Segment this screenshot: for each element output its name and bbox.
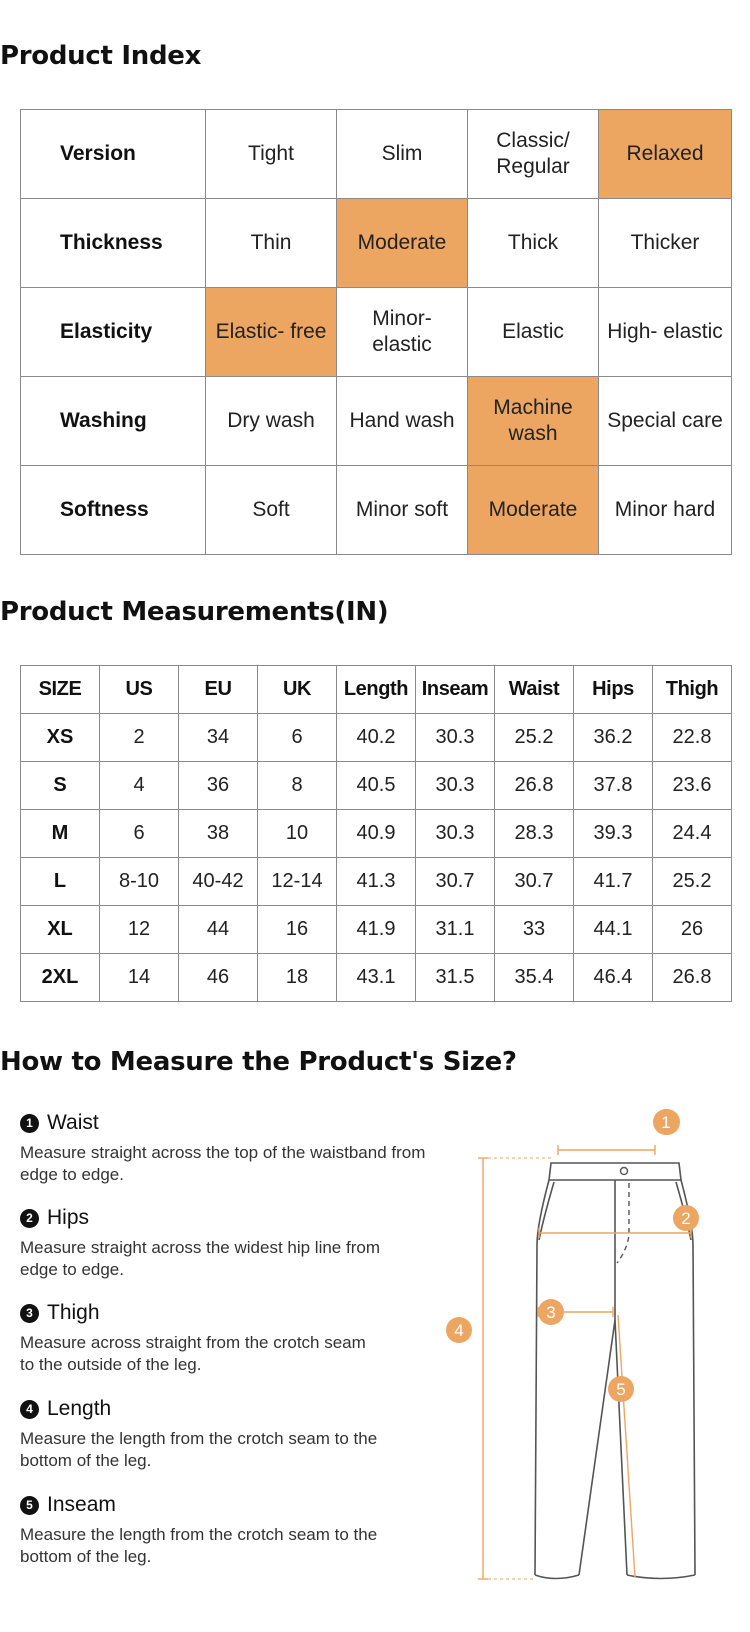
measurement-cell: 12 xyxy=(100,906,179,954)
measurement-cell: 37.8 xyxy=(574,762,653,810)
column-header-thigh: Thigh xyxy=(653,666,732,714)
measurement-cell: 41.7 xyxy=(574,858,653,906)
measurement-cell: 43.1 xyxy=(337,954,416,1002)
index-row-thickness xyxy=(21,199,732,288)
index-row-label: Washing xyxy=(21,377,206,466)
measurement-cell: 44 xyxy=(179,906,258,954)
index-row-label: Version xyxy=(21,110,206,199)
size-label: XS xyxy=(21,714,100,762)
measure-item-description: Measure straight across the top of the waistband from edge to edge. xyxy=(20,1143,426,1184)
measurement-cell: 2 xyxy=(100,714,179,762)
size-row xyxy=(21,810,732,858)
measurement-cell: 36 xyxy=(179,762,258,810)
index-option: Thick xyxy=(468,199,599,288)
measurement-cell: 30.3 xyxy=(416,714,495,762)
product-index-table xyxy=(20,109,732,555)
measurement-cell: 25.2 xyxy=(495,714,574,762)
index-option: Elastic xyxy=(468,288,599,377)
size-row xyxy=(21,954,732,1002)
index-option-selected: Moderate xyxy=(468,466,599,555)
index-option: Thin xyxy=(206,199,337,288)
index-option: Slim xyxy=(337,110,468,199)
measurement-cell: 18 xyxy=(258,954,337,1002)
measurement-cell: 26.8 xyxy=(495,762,574,810)
measurement-cell: 8-10 xyxy=(100,858,179,906)
size-label: XL xyxy=(21,906,100,954)
index-option-selected: Machine wash xyxy=(468,377,599,466)
right-leg-outline xyxy=(681,1180,695,1575)
step-number-icon: 3 xyxy=(20,1304,39,1323)
measurement-cell: 16 xyxy=(258,906,337,954)
measurement-cell: 10 xyxy=(258,810,337,858)
measurement-cell: 14 xyxy=(100,954,179,1002)
measurement-cell: 35.4 xyxy=(495,954,574,1002)
measurement-cell: 26 xyxy=(653,906,732,954)
index-option: Soft xyxy=(206,466,337,555)
size-row xyxy=(21,714,732,762)
measurement-cell: 30.3 xyxy=(416,762,495,810)
product-index-title: Product Index xyxy=(0,41,202,71)
measure-item-title: Length xyxy=(47,1397,112,1420)
step-number-icon: 2 xyxy=(20,1209,39,1228)
measurement-cell: 30.7 xyxy=(416,858,495,906)
measurement-cell: 8 xyxy=(258,762,337,810)
size-label: S xyxy=(21,762,100,810)
size-label: M xyxy=(21,810,100,858)
measurement-cell: 6 xyxy=(100,810,179,858)
size-label: 2XL xyxy=(21,954,100,1002)
index-option: Thicker xyxy=(599,199,732,288)
measure-item-title: Thigh xyxy=(47,1301,100,1324)
step-number-icon: 4 xyxy=(20,1400,39,1419)
measurement-cell: 30.7 xyxy=(495,858,574,906)
waistband-outline xyxy=(549,1163,681,1180)
left-leg-outline xyxy=(535,1180,549,1575)
measurement-cell: 31.1 xyxy=(416,906,495,954)
measurement-cell: 4 xyxy=(100,762,179,810)
column-header-size: SIZE xyxy=(21,666,100,714)
index-option: Minor hard xyxy=(599,466,732,555)
measurement-cell: 31.5 xyxy=(416,954,495,1002)
measurement-cell: 30.3 xyxy=(416,810,495,858)
measurement-cell: 40-42 xyxy=(179,858,258,906)
how-to-measure-title: How to Measure the Product's Size? xyxy=(0,1047,517,1077)
column-header-eu: EU xyxy=(179,666,258,714)
index-row-elasticity xyxy=(21,288,732,377)
step-number-icon: 5 xyxy=(20,1496,39,1515)
measurement-cell: 33 xyxy=(495,906,574,954)
pants-illustration xyxy=(454,1113,745,1585)
measurement-cell: 38 xyxy=(179,810,258,858)
measure-item-thigh xyxy=(20,1298,380,1376)
measure-item-hips xyxy=(20,1203,380,1281)
measurement-cell: 23.6 xyxy=(653,762,732,810)
badge-2-label: 2 xyxy=(681,1209,691,1228)
column-header-us: US xyxy=(100,666,179,714)
measure-item-waist xyxy=(20,1108,440,1186)
index-option: Tight xyxy=(206,110,337,199)
column-header-length: Length xyxy=(337,666,416,714)
size-chart-table xyxy=(20,665,732,1002)
badge-3-label: 3 xyxy=(546,1303,556,1322)
measure-item-inseam xyxy=(20,1490,380,1568)
size-row xyxy=(21,858,732,906)
product-measurements-title: Product Measurements(IN) xyxy=(0,597,389,627)
column-header-hips: Hips xyxy=(574,666,653,714)
index-row-washing xyxy=(21,377,732,466)
measurement-cell: 26.8 xyxy=(653,954,732,1002)
badge-4-label: 4 xyxy=(454,1321,464,1340)
measurement-cell: 40.5 xyxy=(337,762,416,810)
size-label: L xyxy=(21,858,100,906)
measurement-cell: 36.2 xyxy=(574,714,653,762)
measure-item-description: Measure straight across the widest hip line from edge to edge. xyxy=(20,1238,380,1279)
measurement-cell: 40.9 xyxy=(337,810,416,858)
column-header-waist: Waist xyxy=(495,666,574,714)
measure-item-title: Hips xyxy=(47,1206,90,1229)
measurement-cell: 46.4 xyxy=(574,954,653,1002)
measure-item-description: Measure across straight from the crotch seam to the outside of the leg. xyxy=(20,1333,366,1374)
index-option: Minor soft xyxy=(337,466,468,555)
size-row xyxy=(21,762,732,810)
badge-1-label: 1 xyxy=(661,1113,671,1132)
measurement-cell: 46 xyxy=(179,954,258,1002)
measure-item-title: Waist xyxy=(47,1111,99,1134)
size-row xyxy=(21,906,732,954)
measurement-cell: 12-14 xyxy=(258,858,337,906)
measurement-cell: 41.9 xyxy=(337,906,416,954)
index-option: Special care xyxy=(599,377,732,466)
index-option-selected: Relaxed xyxy=(599,110,732,199)
index-row-softness xyxy=(21,466,732,555)
measure-item-description: Measure the length from the crotch seam to the bottom of the leg. xyxy=(20,1429,378,1470)
index-row-label: Thickness xyxy=(21,199,206,288)
measurement-cell: 34 xyxy=(179,714,258,762)
index-option-selected: Moderate xyxy=(337,199,468,288)
measure-item-length xyxy=(20,1394,380,1472)
pants-measurement-diagram xyxy=(454,1113,745,1585)
index-option-selected: Elastic- free xyxy=(206,288,337,377)
index-option: Hand wash xyxy=(337,377,468,466)
size-chart-header-row xyxy=(21,666,732,714)
index-row-label: Elasticity xyxy=(21,288,206,377)
measurement-cell: 22.8 xyxy=(653,714,732,762)
index-option: Dry wash xyxy=(206,377,337,466)
measurement-cell: 39.3 xyxy=(574,810,653,858)
measurement-cell: 41.3 xyxy=(337,858,416,906)
index-row-label: Softness xyxy=(21,466,206,555)
measurement-cell: 40.2 xyxy=(337,714,416,762)
index-option: Minor- elastic xyxy=(337,288,468,377)
measurement-cell: 28.3 xyxy=(495,810,574,858)
badge-5-label: 5 xyxy=(616,1380,626,1399)
column-header-inseam: Inseam xyxy=(416,666,495,714)
index-option: Classic/ Regular xyxy=(468,110,599,199)
measurement-cell: 6 xyxy=(258,714,337,762)
measurement-cell: 25.2 xyxy=(653,858,732,906)
measure-item-title: Inseam xyxy=(47,1493,116,1516)
measurement-cell: 24.4 xyxy=(653,810,732,858)
measurement-cell: 44.1 xyxy=(574,906,653,954)
measure-item-description: Measure the length from the crotch seam to the bottom of the leg. xyxy=(20,1525,378,1566)
index-row-version xyxy=(21,110,732,199)
step-number-icon: 1 xyxy=(20,1114,39,1133)
index-option: High- elastic xyxy=(599,288,732,377)
column-header-uk: UK xyxy=(258,666,337,714)
button-icon xyxy=(621,1168,628,1175)
